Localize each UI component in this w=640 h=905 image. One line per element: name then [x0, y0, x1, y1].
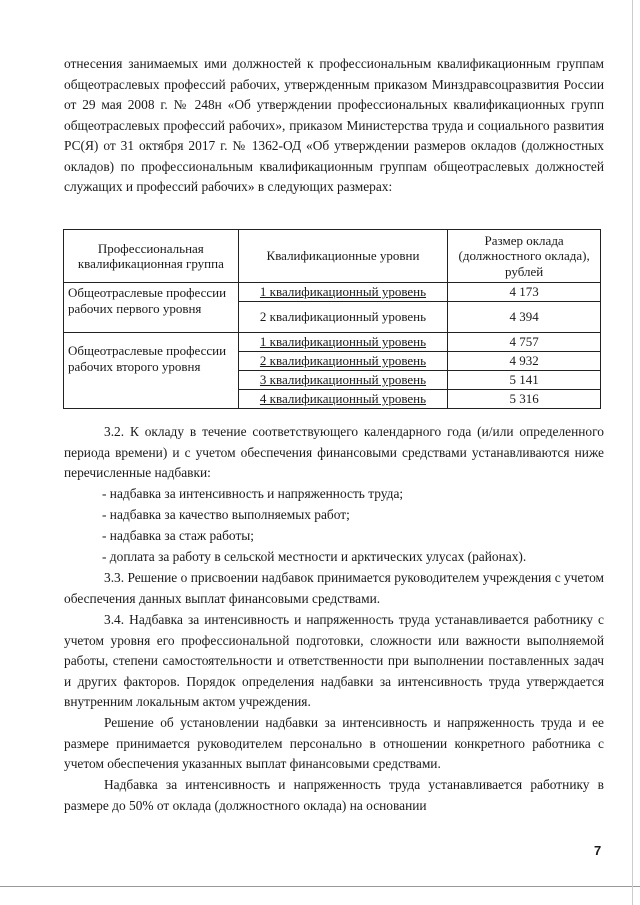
level-cell: 3 квалификационный уровень: [238, 371, 448, 390]
page-number: 7: [594, 843, 602, 858]
amount-cell: 5 141: [448, 371, 601, 390]
header-levels: Квалификационные уровни: [238, 230, 448, 283]
bullet-item: - надбавка за качество выполняемых работ;: [102, 507, 350, 522]
group-name: Общеотраслевые профессии рабочих первого уровня: [64, 283, 239, 333]
scan-edge-line: [0, 886, 640, 887]
level-cell: 1 квалификационный уровень: [238, 333, 448, 352]
paragraph-decision: Решение об установлении надбавки за интенсивность и напряженность труда и ее размере принимается руководителем персонально в отношении конкретного работника с учетом обеспечения указанных выплат финансовыми средствами.: [64, 715, 604, 771]
group-name: Общеотраслевые профессии рабочих второго уровня: [64, 333, 239, 409]
intro-paragraph: отнесения занимаемых ими должностей к профессиональным квалификационным группам общеотраслевых профессий рабочих, утвержденным приказом Минздравсоцразвития России от 29 мая 2008 г. № 248н «Об утверждении профессиональных квалификационных групп общеотраслевых профессий рабочих», приказом Министерства труда и социального развития РС(Я) от 31 октября 2017 г. № 1362-ОД «Об утверждении размеров окладов (должностных окладов) по профессиональным квалификационным группам общеотраслевых должностей служащих и профессий рабочих» в следующих размерах:: [64, 56, 604, 194]
bullet-item: - надбавка за интенсивность и напряженность труда;: [102, 486, 404, 501]
header-group: Профессиональная квалификационная группа: [64, 230, 239, 283]
amount-cell: 4 932: [448, 352, 601, 371]
level-cell: 4 квалификационный уровень: [238, 390, 448, 409]
amount-cell: 4 757: [448, 333, 601, 352]
bullet-item: - доплата за работу в сельской местности и арктических улусах (районах).: [102, 549, 527, 564]
paragraph-3-2: 3.2. К окладу в течение соответствующего календарного года (и/или определенного периода времени) и с учетом обеспечения финансовыми средствами устанавливаются ниже перечисленные надбавки:: [64, 424, 604, 480]
level-cell: 2 квалификационный уровень: [238, 352, 448, 371]
table-row: [64, 333, 601, 352]
amount-cell: 5 316: [448, 390, 601, 409]
header-amount: Размер оклада (должностного оклада), рублей: [448, 230, 601, 283]
paragraph-allowance: Надбавка за интенсивность и напряженность труда устанавливается работнику в размере до 50% от оклада (должностного оклада) на основании: [64, 777, 604, 813]
amount-cell: 4 394: [448, 302, 601, 333]
level-cell: 2 квалификационный уровень: [238, 302, 448, 333]
table-header-row: [64, 230, 601, 283]
table-row: [64, 283, 601, 302]
salary-table: [63, 229, 601, 409]
level-cell: 1 квалификационный уровень: [238, 283, 448, 302]
bullet-item: - надбавка за стаж работы;: [102, 528, 255, 543]
paragraph-3-3: 3.3. Решение о присвоении надбавок принимается руководителем учреждения с учетом обеспечения данных выплат финансовыми средствами.: [64, 570, 604, 606]
paragraph-3-4: 3.4. Надбавка за интенсивность и напряженность труда устанавливается работнику с учетом уровня его профессиональной подготовки, сложности или важности выполняемой работы, степени самостоятельности и ответственности при выполнении поставленных задач и других факторов. Порядок определения надбавки за интенсивность труда утверждается внутренним локальным актом учреждения.: [64, 612, 604, 709]
amount-cell: 4 173: [448, 283, 601, 302]
scan-edge-line: [632, 0, 633, 905]
